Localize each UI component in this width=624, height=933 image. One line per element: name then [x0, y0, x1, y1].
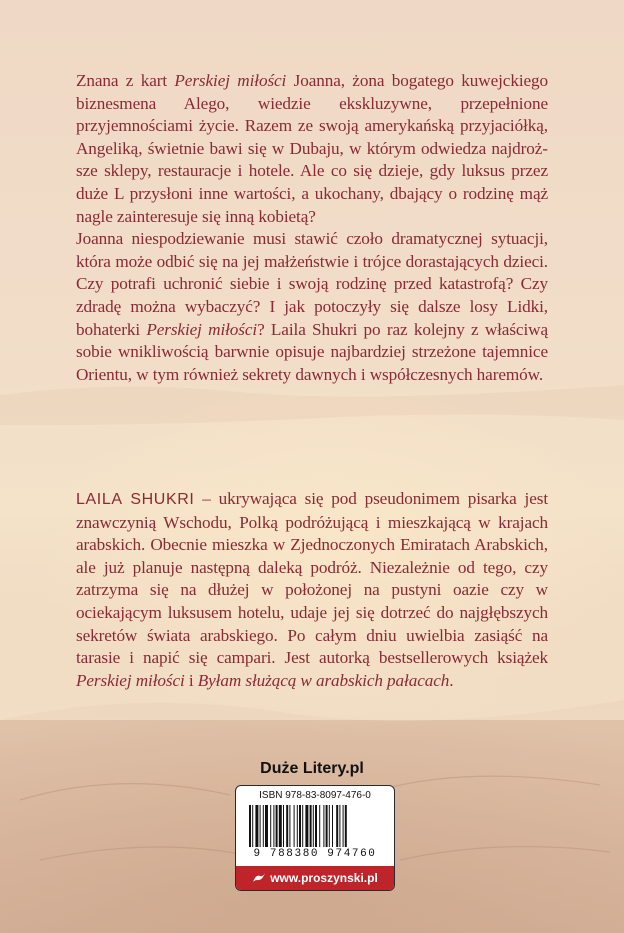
author-bio-text	[76, 489, 548, 690]
barcode-icon	[249, 805, 381, 847]
book-title-italic: Perskiej miłości	[174, 71, 287, 90]
barcode-digits: 9 788380 974760	[253, 848, 377, 860]
book-title-italic: Byłam służącą w arabskich pałacach	[197, 670, 450, 690]
publisher-logo: Duże Litery.pl	[260, 760, 364, 777]
text-segment: – ukrywająca się pod pseudonimem pisarka jest znawczynią Wschodu, Polką podróżującą i mieszkającą w krajach arabskich. Obecnie mieszka w Zjednoczonych Emiratach Arabskich, ale już planuje następną daleką podróż. Niezależnie od tego, czy zatrzyma się na dłużej w położonej na pustyni oazie czy w ociekającym luksusem hotelu, udaje jej się dotrzeć do najgłębszych sekretów świata arabskiego. Po całym dniu uwielbia zasiąść na tarasie i napić się campari. Jest autorką bestsellerowych książek	[76, 489, 548, 668]
book-title-italic: Perskiej miłości	[76, 670, 185, 690]
text-segment: Znana z kart	[76, 71, 175, 90]
publisher-logo-icon	[252, 872, 266, 884]
text-segment: ? Laila Shukri po raz kolejny z właściwą sobie wnikliwością barwnie opisuje najbardziej strzeżone tajemnice Orientu, w tym również sekrety dawnych i współczesnych haremów.	[76, 319, 548, 384]
barcode-label	[235, 785, 395, 891]
publisher-url: www.proszynski.pl	[270, 871, 378, 885]
description-paragraph-2	[76, 228, 548, 386]
author-bio-paragraph	[76, 488, 548, 692]
publisher-url-bar	[236, 866, 394, 890]
author-name: LAILA SHUKRI	[76, 491, 195, 508]
text-segment: Joanna, żona bogatego kuwejckiego biznesmena Alego, wiedzie ekskluzywne, przepełnione przyjemnościami życie. Razem ze swoją amerykańską przyjaciółką, Angeliką, świetnie bawi się w Dubaju, w którym odwiedza najdroższe sklepy, restauracje i hotele. Ale co się dzieje, gdy luksus przez duże L przysłoni inne wartości, a ukochany, dbający o rodzinę mąż nagle zainteresuje się inną kobietą?	[76, 71, 549, 226]
text-segment: Joanna niespodziewanie musi stawić czoło dramatycznej sytuacji, która może odbić się na jej małżeństwie i trójce dorastających dzieci. Czy potrafi uchronić siebie i swoją rodzinę przed katastrofą? Czy zdradę można wybaczyć? I jak potoczyły się dalsze losy Lidki, bohaterki	[76, 229, 548, 339]
book-title-italic: Perskiej miłości	[146, 319, 258, 339]
book-description	[76, 70, 548, 386]
description-paragraph-1	[76, 70, 548, 228]
text-segment: i	[184, 670, 198, 690]
isbn-text: ISBN 978-83-8097-476-0	[259, 790, 371, 801]
author-bio	[76, 488, 548, 692]
text-segment: .	[449, 670, 454, 690]
